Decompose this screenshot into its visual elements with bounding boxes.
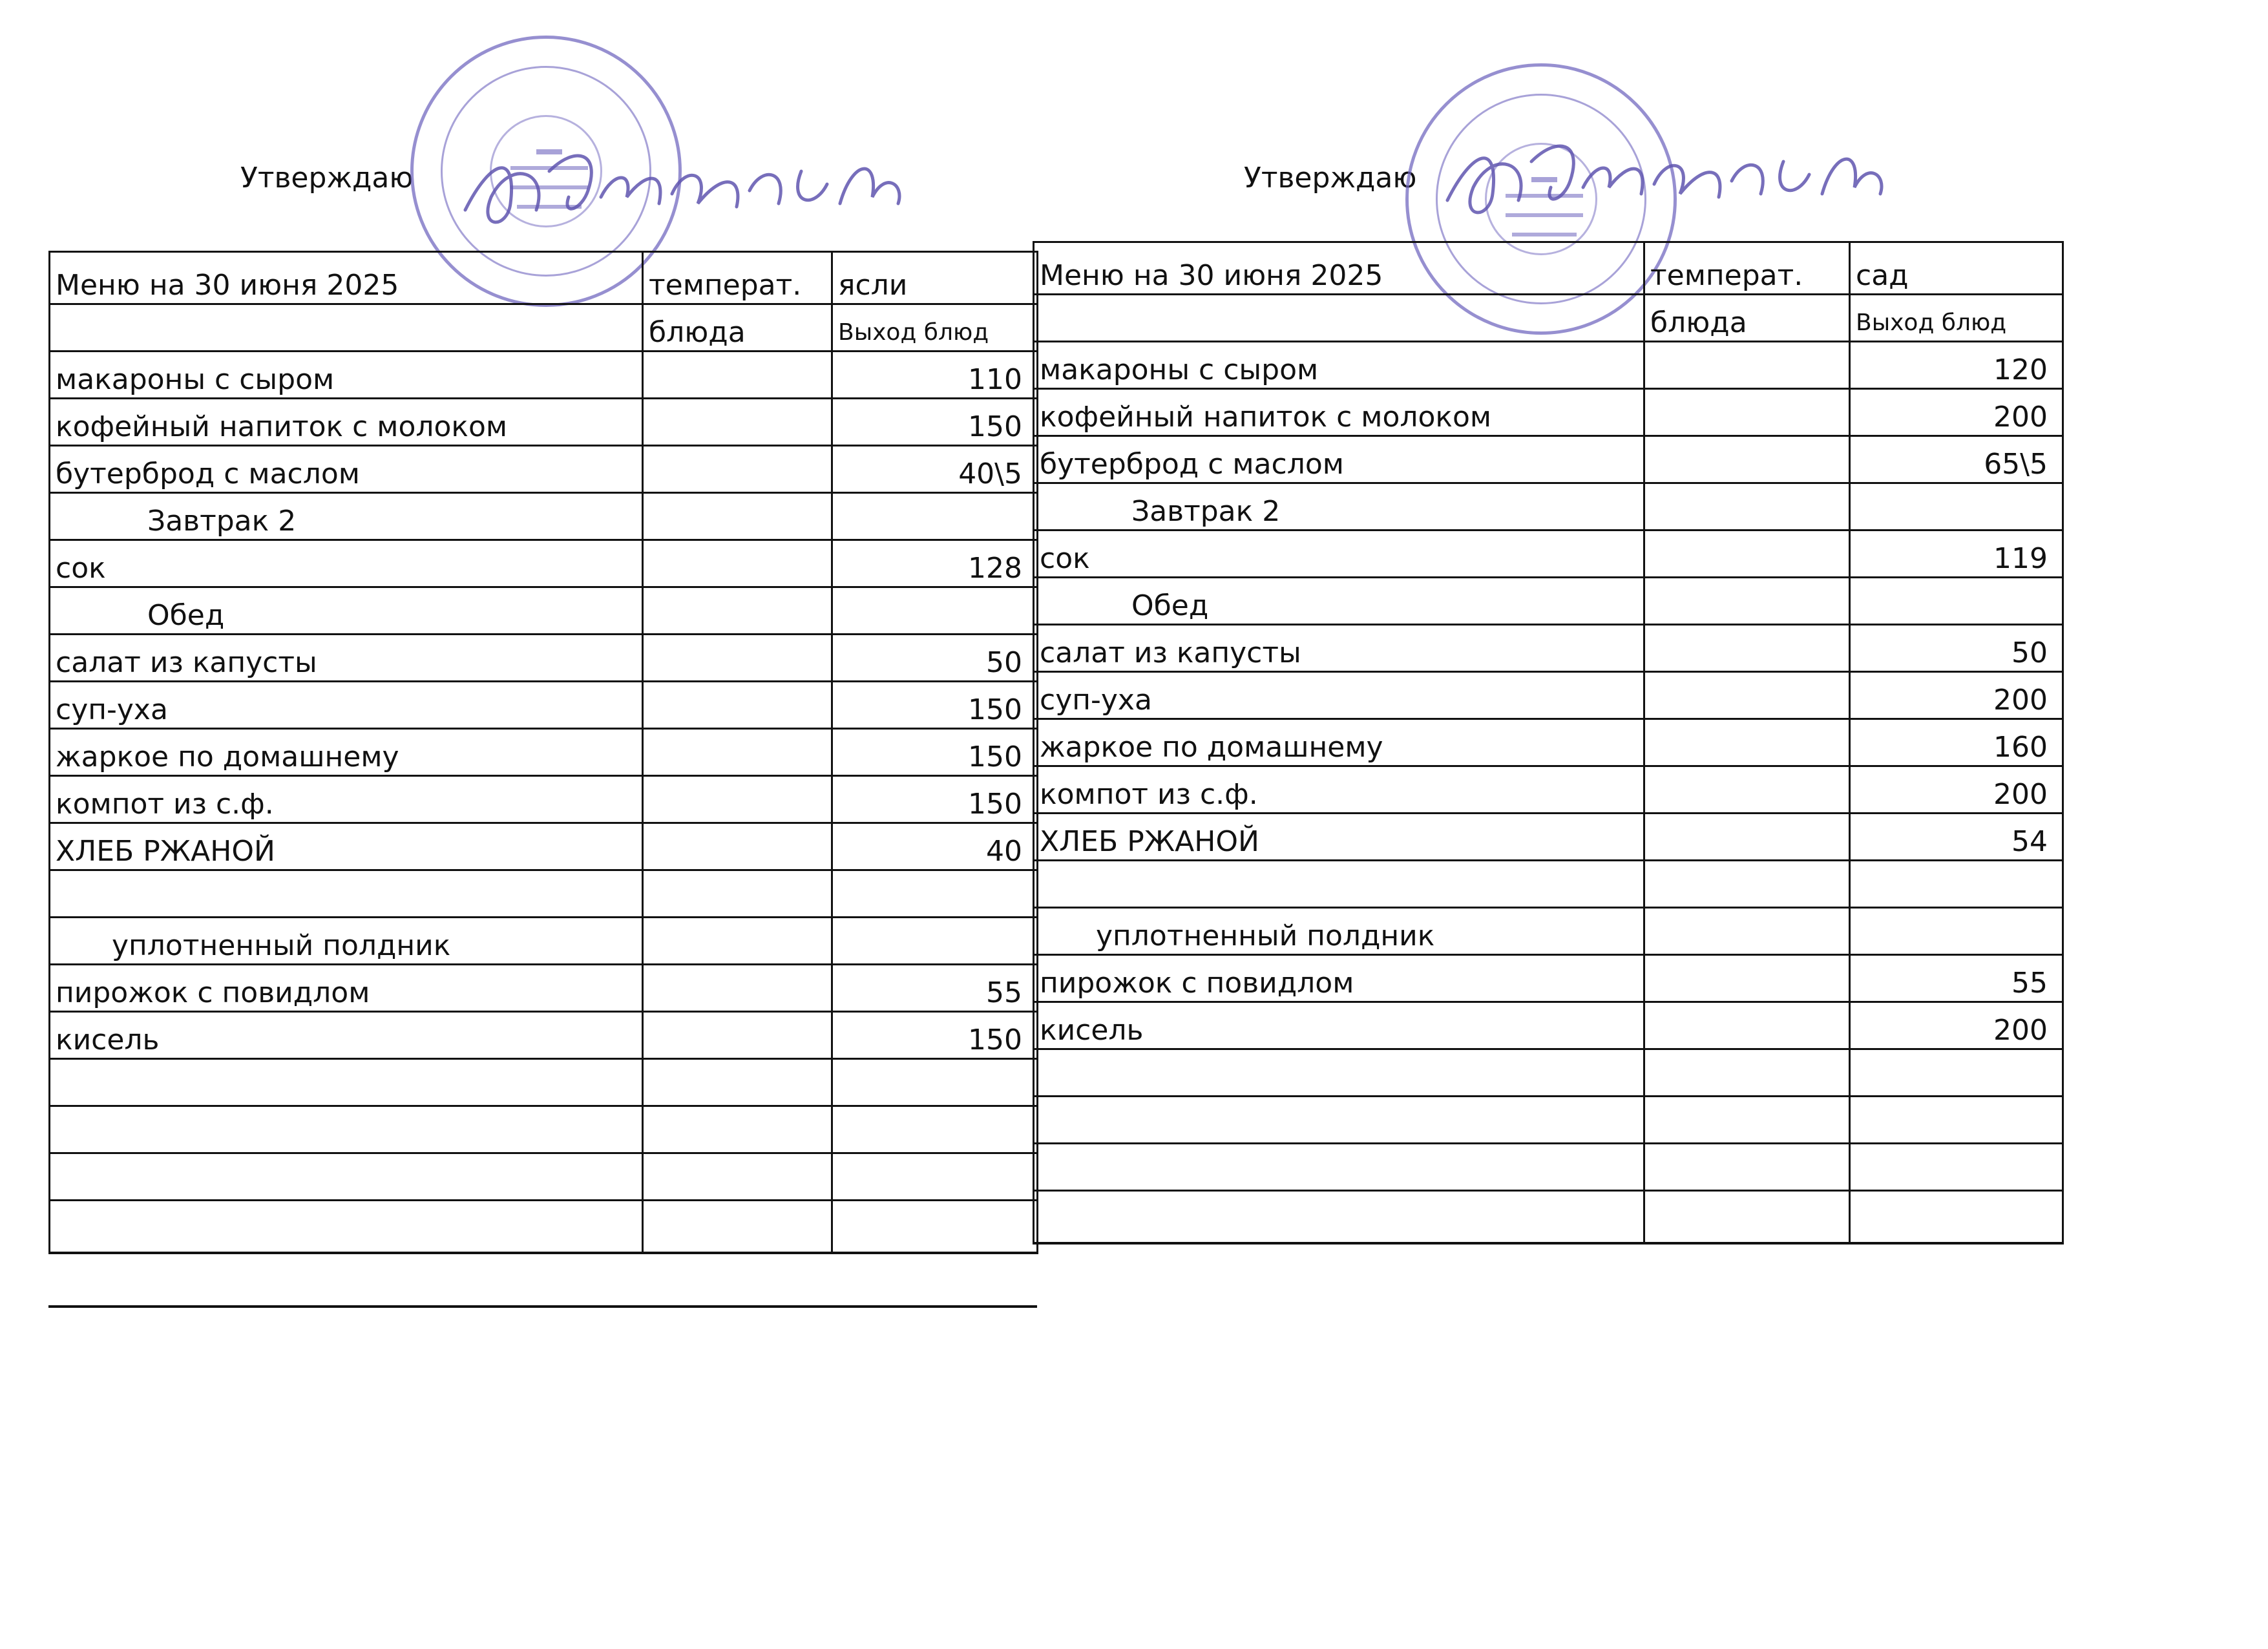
table-row — [50, 729, 1038, 776]
table-row — [1034, 861, 2063, 908]
dish-name: жаркое по домашнему — [50, 729, 643, 776]
dish-temperature — [643, 587, 832, 635]
dish-temperature — [643, 965, 832, 1012]
subheader-row — [50, 304, 1038, 352]
table-row — [50, 965, 1038, 1012]
dish-output: 55 — [832, 965, 1038, 1012]
section-title: Завтрак 2 — [1034, 483, 1644, 530]
dish-temperature — [1644, 719, 1850, 766]
dish-temperature — [1644, 861, 1850, 908]
table-row — [1034, 342, 2063, 389]
dish-temperature — [643, 493, 832, 540]
dish-output — [832, 1106, 1038, 1153]
table-row — [50, 823, 1038, 870]
dish-name: бутерброд с маслом — [50, 446, 643, 493]
table-row — [50, 1201, 1038, 1254]
dish-output: 50 — [1850, 625, 2063, 672]
table-row — [50, 1153, 1038, 1201]
dish-output — [832, 493, 1038, 540]
menu-body-nursery — [50, 252, 1038, 1254]
dish-name — [1034, 1191, 1644, 1244]
table-row — [1034, 814, 2063, 861]
dish-name: салат из капусты — [1034, 625, 1644, 672]
dish-temperature — [1644, 1002, 1850, 1049]
dish-name: бутерброд с маслом — [1034, 436, 1644, 483]
dish-temperature — [643, 1106, 832, 1153]
dish-output — [832, 918, 1038, 965]
section-row — [1034, 578, 2063, 625]
column-header-group: сад — [1850, 242, 2063, 295]
section-row — [50, 493, 1038, 540]
menu-table-garden — [1033, 241, 2064, 1245]
dish-output: 150 — [832, 729, 1038, 776]
dish-output — [1850, 483, 2063, 530]
signature-left — [452, 132, 918, 242]
section-row — [50, 918, 1038, 965]
dish-temperature — [643, 918, 832, 965]
table-row — [50, 776, 1038, 823]
dish-output: 200 — [1850, 389, 2063, 436]
dish-name: пирожок с повидлом — [1034, 955, 1644, 1002]
table-row — [50, 635, 1038, 682]
table-row — [1034, 1097, 2063, 1144]
table-row — [1034, 389, 2063, 436]
dish-temperature — [643, 1059, 832, 1106]
dish-temperature — [1644, 814, 1850, 861]
dish-output: 120 — [1850, 342, 2063, 389]
column-subheader-output: Выход блюд — [1850, 295, 2063, 342]
dish-name: макароны с сыром — [50, 352, 643, 399]
header-row — [1034, 242, 2063, 295]
dish-temperature — [1644, 1049, 1850, 1097]
dish-output: 150 — [832, 399, 1038, 446]
section-title: уплотненный полдник — [50, 918, 643, 965]
column-subheader-temp: блюда — [643, 304, 832, 352]
dish-output — [1850, 1144, 2063, 1191]
dish-output: 110 — [832, 352, 1038, 399]
table-row — [1034, 1191, 2063, 1244]
table-row — [1034, 1144, 2063, 1191]
header-row — [50, 252, 1038, 304]
section-row — [50, 587, 1038, 635]
dish-temperature — [643, 1201, 832, 1254]
section-title: Обед — [1034, 578, 1644, 625]
dish-temperature — [643, 870, 832, 918]
dish-output: 128 — [832, 540, 1038, 587]
menu-title: Меню на 30 июня 2025 — [1034, 242, 1644, 295]
column-subheader-temp: блюда — [1644, 295, 1850, 342]
dish-name: суп-уха — [1034, 672, 1644, 719]
dish-temperature — [643, 635, 832, 682]
dish-temperature — [643, 540, 832, 587]
section-title: Обед — [50, 587, 643, 635]
table-row — [50, 682, 1038, 729]
dish-output — [1850, 578, 2063, 625]
section-row — [1034, 483, 2063, 530]
dish-temperature — [1644, 530, 1850, 578]
section-title: Завтрак 2 — [50, 493, 643, 540]
dish-output: 200 — [1850, 672, 2063, 719]
dish-temperature — [643, 823, 832, 870]
menu-table-nursery — [48, 251, 1038, 1254]
subheader-row — [1034, 295, 2063, 342]
dish-name: сок — [50, 540, 643, 587]
dish-name: кисель — [50, 1012, 643, 1059]
dish-output: 50 — [832, 635, 1038, 682]
table-row — [50, 1012, 1038, 1059]
dish-output: 54 — [1850, 814, 2063, 861]
dish-temperature — [643, 682, 832, 729]
dish-temperature — [643, 776, 832, 823]
approve-label-right: Утверждаю — [1244, 162, 1417, 194]
dish-name: салат из капусты — [50, 635, 643, 682]
bottom-rule — [48, 1305, 1037, 1308]
table-row — [1034, 955, 2063, 1002]
dish-temperature — [643, 399, 832, 446]
dish-name: пирожок с повидлом — [50, 965, 643, 1012]
table-row — [1034, 1049, 2063, 1097]
dish-temperature — [1644, 342, 1850, 389]
dish-name: жаркое по домашнему — [1034, 719, 1644, 766]
column-subheader-output: Выход блюд — [832, 304, 1038, 352]
dish-name: кофейный напиток с молоком — [1034, 389, 1644, 436]
dish-name: компот из с.ф. — [50, 776, 643, 823]
approve-label-left: Утверждаю — [240, 162, 414, 194]
dish-temperature — [643, 352, 832, 399]
dish-output — [832, 587, 1038, 635]
dish-name — [1034, 1049, 1644, 1097]
table-row — [1034, 766, 2063, 814]
dish-temperature — [1644, 1144, 1850, 1191]
dish-name: кисель — [1034, 1002, 1644, 1049]
table-row — [50, 1059, 1038, 1106]
section-row — [1034, 908, 2063, 955]
menu-title: Меню на 30 июня 2025 — [50, 252, 643, 304]
dish-temperature — [1644, 1097, 1850, 1144]
dish-name: кофейный напиток с молоком — [50, 399, 643, 446]
table-row — [1034, 530, 2063, 578]
table-row — [1034, 625, 2063, 672]
table-row — [1034, 1002, 2063, 1049]
dish-output: 150 — [832, 682, 1038, 729]
dish-name: компот из с.ф. — [1034, 766, 1644, 814]
dish-output: 160 — [1850, 719, 2063, 766]
dish-temperature — [1644, 578, 1850, 625]
table-row — [50, 540, 1038, 587]
dish-output — [1850, 1049, 2063, 1097]
dish-output: 65\5 — [1850, 436, 2063, 483]
dish-temperature — [1644, 483, 1850, 530]
dish-output: 40\5 — [832, 446, 1038, 493]
dish-name — [1034, 1144, 1644, 1191]
dish-output — [832, 1153, 1038, 1201]
dish-output: 55 — [1850, 955, 2063, 1002]
dish-name — [1034, 861, 1644, 908]
dish-name — [50, 1153, 643, 1201]
dish-temperature — [1644, 625, 1850, 672]
table-row — [50, 352, 1038, 399]
column-header-group: ясли — [832, 252, 1038, 304]
dish-temperature — [1644, 389, 1850, 436]
dish-temperature — [643, 1153, 832, 1201]
dish-output — [1850, 1191, 2063, 1244]
dish-name: макароны с сыром — [1034, 342, 1644, 389]
dish-temperature — [1644, 672, 1850, 719]
dish-name — [50, 1201, 643, 1254]
dish-temperature — [1644, 436, 1850, 483]
dish-name — [50, 870, 643, 918]
section-title: уплотненный полдник — [1034, 908, 1644, 955]
column-header-temp: температ. — [643, 252, 832, 304]
dish-name — [50, 1059, 643, 1106]
table-row — [50, 399, 1038, 446]
dish-output — [1850, 908, 2063, 955]
dish-temperature — [1644, 766, 1850, 814]
dish-output: 200 — [1850, 766, 2063, 814]
column-header-temp: температ. — [1644, 242, 1850, 295]
subheader-empty — [50, 304, 643, 352]
dish-name: сок — [1034, 530, 1644, 578]
dish-name: ХЛЕБ РЖАНОЙ — [1034, 814, 1644, 861]
dish-name: суп-уха — [50, 682, 643, 729]
signature-right — [1434, 123, 1900, 233]
dish-output — [832, 1059, 1038, 1106]
table-row — [50, 1106, 1038, 1153]
table-row — [1034, 672, 2063, 719]
table-row — [50, 446, 1038, 493]
dish-name — [1034, 1097, 1644, 1144]
dish-output — [832, 1201, 1038, 1254]
table-row — [1034, 719, 2063, 766]
dish-temperature — [643, 1012, 832, 1059]
dish-temperature — [643, 446, 832, 493]
dish-output — [1850, 1097, 2063, 1144]
dish-output: 200 — [1850, 1002, 2063, 1049]
dish-output: 40 — [832, 823, 1038, 870]
dish-output — [832, 870, 1038, 918]
dish-temperature — [1644, 908, 1850, 955]
dish-output: 150 — [832, 776, 1038, 823]
dish-temperature — [1644, 955, 1850, 1002]
menu-body-garden — [1034, 242, 2063, 1244]
dish-temperature — [643, 729, 832, 776]
dish-name — [50, 1106, 643, 1153]
dish-output — [1850, 861, 2063, 908]
table-row — [1034, 436, 2063, 483]
dish-temperature — [1644, 1191, 1850, 1244]
dish-output: 119 — [1850, 530, 2063, 578]
subheader-empty — [1034, 295, 1644, 342]
dish-output: 150 — [832, 1012, 1038, 1059]
table-row — [50, 870, 1038, 918]
dish-name: ХЛЕБ РЖАНОЙ — [50, 823, 643, 870]
